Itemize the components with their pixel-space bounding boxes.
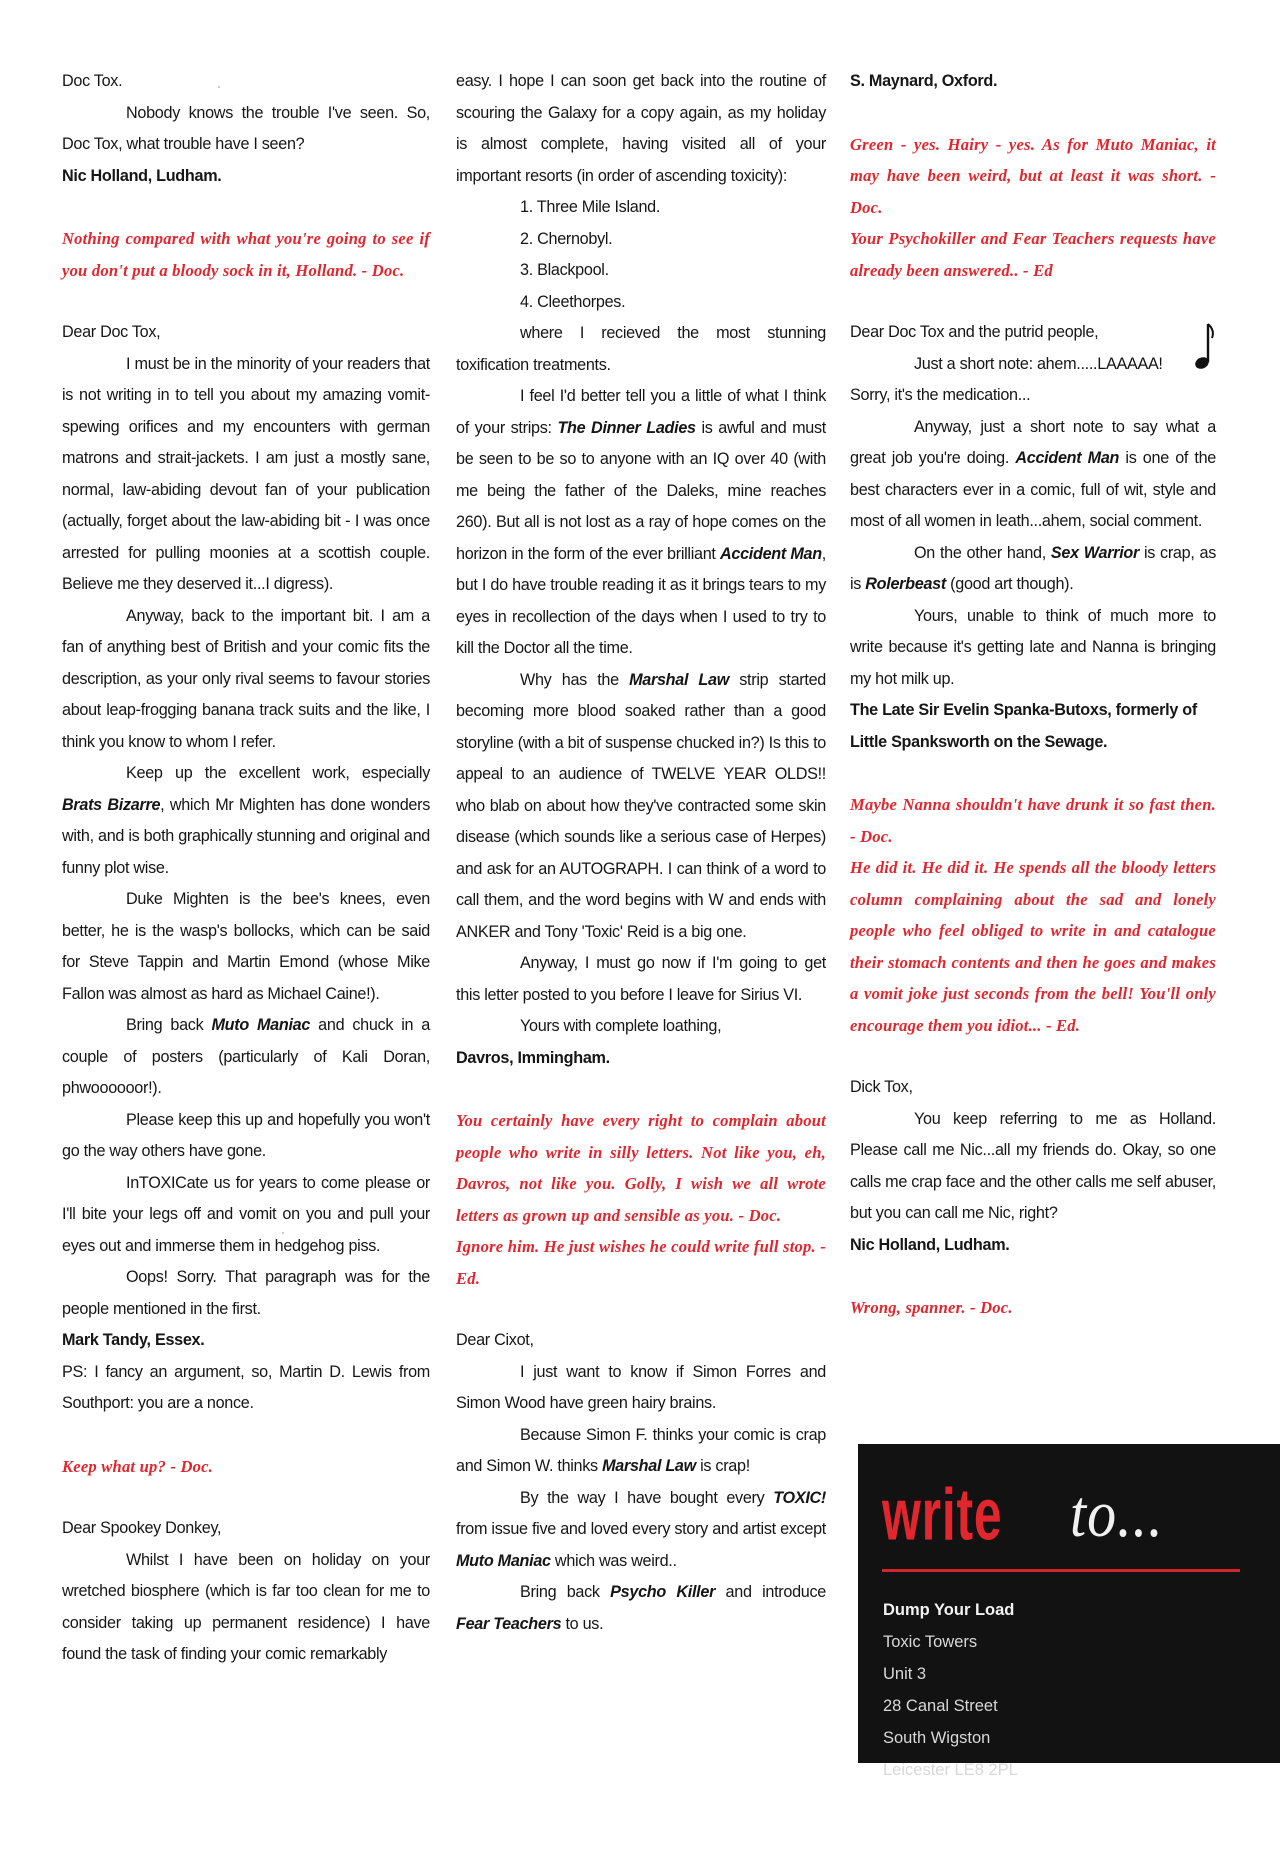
letter-paragraph: I must be in the minority of your readers that is not writing in to tell you about my amazing vomit-spewing orifices and my encounters with german matrons and strait-jackets. I am just a mostly sane, normal, law-abiding devout fan of your publication (actually, forget about the law-abiding bit - I was once arrested for pulling moonies at a scottish couple. Believe me they deserved it...I digress).	[62, 354, 430, 593]
editor-reply: Keep what up? - Doc.	[62, 1456, 214, 1476]
column-left	[62, 66, 430, 1671]
column-right	[850, 66, 1216, 1324]
write-to-word: write	[882, 1472, 1003, 1556]
strip-title: Marshal Law	[629, 670, 729, 689]
letter-paragraph	[456, 1483, 826, 1578]
letter-paragraph: Dear Doc Tox and the putrid people,	[850, 323, 1099, 341]
text-run: is crap, as is	[850, 543, 1216, 593]
write-to-to: to...	[1070, 1476, 1164, 1551]
letter-paragraph: Just a short note: ahem.....LAAAAA!	[914, 354, 1163, 373]
editor-reply: Green - yes. Hairy - yes. As for Muto Maniac, it may have been weird, but at least it was short. - Doc.	[850, 134, 1216, 217]
letter-paragraph: Anyway, I must go now if I'm going to get this letter posted to you before I leave for Sirius VI.	[456, 954, 826, 1004]
text-run: Because Simon F. thinks your comic is crap and Simon W. thinks	[456, 1425, 826, 1475]
letter-signature: Mark Tandy, Essex.	[62, 1331, 205, 1349]
editor-reply: You certainly have every right to complain about people who write in silly letters. Not like you, eh, Davros, not like you. Golly, I wish we all wrote letters as grown up and sensible as you. - Doc.	[456, 1111, 826, 1225]
letter-paragraph: Please keep this up and hopefully you won't go the way others have gone.	[62, 1110, 430, 1160]
letter-signature: Davros, Immingham.	[456, 1048, 610, 1067]
text-run: and chuck in a couple of posters (particularly of Kali Doran, phwoooooor!).	[62, 1016, 431, 1097]
strip-title: Muto Maniac	[211, 1016, 311, 1034]
letter-paragraph: You keep referring to me as Holland. Please call me Nic...all my friends do. Okay, so one calls me crap face and the other calls me self abuser, but you can call me Nic, right?	[850, 1109, 1216, 1222]
list-item: 3. Blackpool.	[520, 261, 609, 279]
text-run: to us.	[561, 1614, 604, 1633]
letter-paragraph: Doc Tox.	[62, 72, 123, 90]
text-run: Why has the	[520, 670, 630, 689]
strip-title: Accident Man	[720, 544, 822, 563]
text-run: Keep up the excellent work, especially	[126, 764, 430, 782]
letter-paragraph: Dear Spookey Donkey,	[62, 1519, 222, 1537]
letter-paragraph	[456, 1420, 826, 1483]
letter-paragraph: Dick Tox,	[850, 1078, 913, 1096]
letter-paragraph: Dear Cixot,	[456, 1331, 534, 1349]
letter-signature: The Late Sir Evelin Spanka-Butoxs, formerly of Little Spanksworth on the Sewage.	[850, 701, 1197, 751]
list-item: 2. Chernobyl.	[520, 229, 613, 248]
letter-paragraph: Sorry, it's the medication...	[850, 386, 1031, 404]
address-line: 28 Canal Street	[883, 1697, 998, 1715]
letter-paragraph	[456, 665, 826, 949]
letter-paragraph: Yours with complete loathing,	[520, 1017, 722, 1035]
strip-title: Marshal Law	[602, 1457, 696, 1475]
letter-signature: S. Maynard, Oxford.	[850, 72, 998, 90]
write-to-divider	[882, 1569, 1240, 1572]
text-run: from issue five and loved every story and artist except	[456, 1520, 826, 1538]
editor-reply: Nothing compared with what you're going to see if you don't put a bloody sock in it, Holland. - Doc.	[62, 229, 430, 280]
column-middle	[456, 66, 826, 1640]
text-run: Bring back	[520, 1583, 611, 1601]
letter-paragraph	[456, 1577, 826, 1640]
letter-paragraph: Whilst I have been on holiday on your wretched biosphere (which is far too clean for me to consider taking up permanent residence) I have found the task of finding your comic remarkably	[62, 1550, 430, 1663]
letter-paragraph: I just want to know if Simon Forres and Simon Wood have green hairy brains.	[456, 1362, 826, 1412]
strip-title: Fear Teachers	[456, 1614, 562, 1633]
letter-paragraph: Nobody knows the trouble I've seen. So, Doc Tox, what trouble have I seen?	[62, 103, 430, 153]
text-run: which was weird..	[550, 1551, 677, 1570]
text-run: I feel I'd better tell you a little of what I think of your strips:	[456, 387, 826, 437]
text-run: , but I do have trouble reading it as it brings tears to my eyes in recollection of the days when I used to try to kill the Doctor all the time.	[456, 544, 826, 657]
text-run: Anyway, just a short note to say what a great job you're doing.	[850, 417, 1216, 467]
write-to-box	[858, 1444, 1280, 1779]
strip-title: Sex Warrior	[1050, 543, 1139, 562]
text-run: Bring back	[126, 1016, 212, 1034]
music-note-icon	[1188, 320, 1218, 372]
letter-paragraph: Yours, unable to think of much more to write because it's getting late and Nanna is bringing my hot milk up.	[850, 606, 1216, 688]
letter-paragraph	[62, 758, 430, 884]
write-to-title	[882, 1474, 1252, 1554]
editor-reply: He did it. He did it. He spends all the bloody letters column complaining about the sad and lonely people who feel obliged to write in and catalogue their stomach contents and then he goes and makes a vomit joke just seconds from the bell! You'll only encourage them you idiot... - Ed.	[850, 858, 1216, 1035]
mailing-address	[883, 1594, 1018, 1786]
letter-paragraph: InTOXICate us for years to come please or I'll bite your legs off and vomit on you and pull your eyes out and immerse them in hedgehog piss.	[62, 1173, 430, 1255]
text-run: is one of the best characters ever in a comic, full of wit, style and most of all women in leath...ahem, social comment.	[850, 449, 1216, 530]
letter-paragraph: where I recieved the most stunning toxification treatments.	[456, 324, 826, 374]
letter-paragraph: easy. I hope I can soon get back into the routine of scouring the Galaxy for a copy again, as my holiday is almost complete, having visited all of your important resorts (in order of ascending toxicity):	[456, 72, 826, 185]
strip-title: TOXIC!	[773, 1488, 826, 1507]
strip-title: Accident Man	[1015, 449, 1120, 467]
address-line: South Wigston	[883, 1729, 991, 1747]
address-line: Dump Your Load	[883, 1601, 1015, 1619]
strip-title: Psycho Killer	[610, 1583, 716, 1601]
address-line: Unit 3	[883, 1665, 927, 1683]
letter-paragraph	[850, 538, 1216, 601]
letter-paragraph	[850, 412, 1216, 538]
text-run: strip started becoming more blood soaked rather than a good storyline (with a bit of suspense chucked in?) Is this to appeal to an audience of TWELVE YEAR OLDS!! who blab on about how they've contracted some skin disease (which sounds like a serious case of Herpes) and ask for an AUTOGRAPH. I can think of a word to call them, and the word begins with W and ends with ANKER and Tony 'Toxic' Reid is a big one.	[456, 670, 826, 941]
text-run: (good art though).	[945, 575, 1074, 593]
list-item: 4. Cleethorpes.	[520, 292, 626, 311]
paper-speck	[282, 1232, 284, 1234]
text-run: By the way I have bought every	[520, 1488, 774, 1507]
letter-paragraph: Anyway, back to the important bit. I am a fan of anything best of British and your comic fits the description, as your only rival seems to favour stories about leap-frogging banana track suits and the like, I think you know to whom I refer.	[62, 606, 430, 751]
strip-title: The Dinner Ladies	[557, 418, 696, 437]
editor-reply: Maybe Nanna shouldn't have drunk it so fast then. - Doc.	[850, 795, 1216, 846]
text-run: is awful and must be seen to be so to anyone with an IQ over 40 (with me being the father of the Daleks, mine reaches 260). But all is not lost as a ray of hope comes on the horizon in the form of the ever brilliant	[456, 418, 827, 563]
list-item: 1. Three Mile Island.	[520, 198, 661, 216]
strip-title: Rolerbeast	[865, 575, 946, 593]
editor-reply: Ignore him. He just wishes he could write full stop. - Ed.	[456, 1237, 826, 1288]
address-line: Leicester LE8 2PL	[883, 1761, 1018, 1779]
letter-paragraph: Duke Mighten is the bee's knees, even better, he is the wasp's bollocks, which can be said for Steve Tappin and Martin Emond (whose Mike Fallon was almost as hard as Michael Caine!).	[62, 890, 430, 1003]
strip-title: Brats Bizarre	[62, 795, 161, 814]
editor-reply: Your Psychokiller and Fear Teachers requests have already been answered.. - Ed	[850, 229, 1216, 280]
text-run: On the other hand,	[914, 543, 1051, 562]
letter-paragraph: PS: I fancy an argument, so, Martin D. Lewis from Southport: you are a nonce.	[62, 1362, 430, 1412]
address-line: Toxic Towers	[883, 1633, 978, 1651]
text-run: is crap!	[695, 1457, 750, 1475]
letter-paragraph	[456, 381, 826, 665]
letter-signature: Nic Holland, Ludham.	[62, 166, 222, 185]
letter-paragraph	[62, 1010, 430, 1105]
text-run: , which Mr Mighten has done wonders with, and is both graphically stunning and original and funny plot wise.	[62, 795, 430, 877]
letter-paragraph: Dear Doc Tox,	[62, 323, 161, 341]
letter-paragraph: Oops! Sorry. That paragraph was for the people mentioned in the first.	[62, 1268, 430, 1318]
paper-speck	[218, 86, 220, 88]
letter-signature: Nic Holland, Ludham.	[850, 1235, 1010, 1254]
text-run: and introduce	[715, 1583, 826, 1601]
editor-reply: Wrong, spanner. - Doc.	[850, 1298, 1013, 1317]
strip-title: Muto Maniac	[456, 1551, 551, 1570]
